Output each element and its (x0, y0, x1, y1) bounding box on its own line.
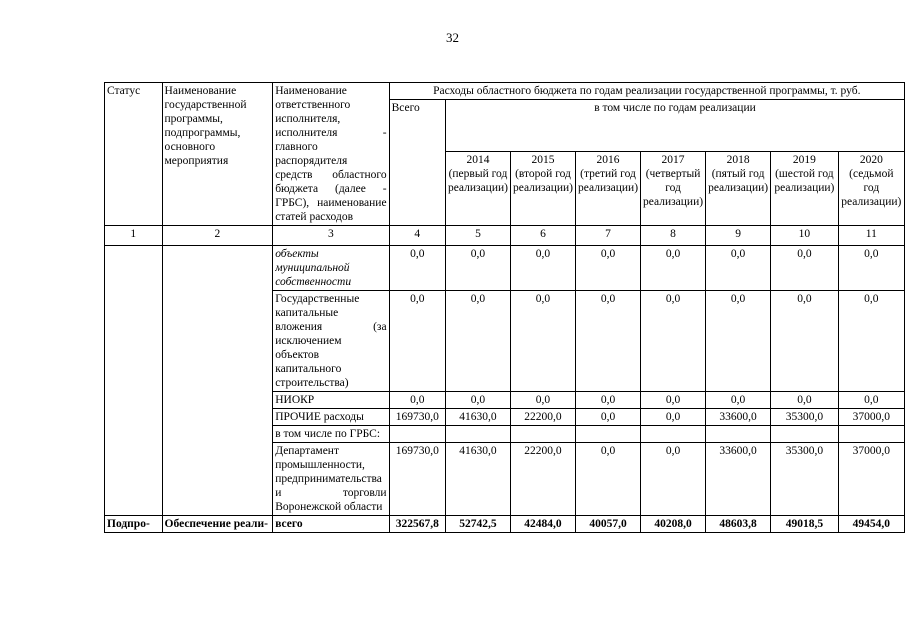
value-2017 (641, 426, 706, 443)
header-by-years: в том числе по годам реализации (445, 100, 904, 152)
value-2019: 0,0 (771, 392, 839, 409)
col-index: 10 (771, 226, 839, 246)
value-2015: 0,0 (510, 291, 575, 392)
value-2014 (445, 426, 510, 443)
table-row-subprogram (105, 516, 905, 533)
value-2020: 49454,0 (838, 516, 904, 533)
value-2018 (706, 426, 771, 443)
value-2016: 0,0 (576, 409, 641, 426)
header-year-2017: 2017 (четвертый год реализации) (641, 152, 706, 226)
value-2017: 0,0 (641, 392, 706, 409)
value-2019: 49018,5 (771, 516, 839, 533)
value-2020: 37000,0 (838, 443, 904, 516)
executor-cell: Департамент промышленности, предпринимательства и торговли Воронежской области (273, 443, 389, 516)
header-year-2016: 2016 (третий год реализации) (576, 152, 641, 226)
value-2018: 0,0 (706, 392, 771, 409)
col-index: 11 (838, 226, 904, 246)
value-2018: 33600,0 (706, 409, 771, 426)
value-2020: 0,0 (838, 392, 904, 409)
header-year-2019: 2019 (шестой год реализации) (771, 152, 839, 226)
value-2016: 0,0 (576, 291, 641, 392)
column-index-row (105, 226, 905, 246)
value-2018: 48603,8 (706, 516, 771, 533)
value-2015: 22200,0 (510, 443, 575, 516)
value-2016: 0,0 (576, 246, 641, 291)
status-cell: Подпро- (105, 516, 163, 533)
value-2019: 35300,0 (771, 409, 839, 426)
value-2020: 37000,0 (838, 409, 904, 426)
value-2017: 0,0 (641, 291, 706, 392)
value-2016: 40057,0 (576, 516, 641, 533)
value-2014: 0,0 (445, 392, 510, 409)
value-2018: 0,0 (706, 246, 771, 291)
value-2014: 0,0 (445, 246, 510, 291)
value-2016: 0,0 (576, 443, 641, 516)
value-2016: 0,0 (576, 392, 641, 409)
header-year-2018: 2018 (пятый год реализации) (706, 152, 771, 226)
value-2020 (838, 426, 904, 443)
value-total: 169730,0 (389, 409, 445, 426)
value-2017: 0,0 (641, 246, 706, 291)
value-2019: 0,0 (771, 291, 839, 392)
value-2014: 41630,0 (445, 443, 510, 516)
value-2015: 42484,0 (510, 516, 575, 533)
col-index: 3 (273, 226, 389, 246)
program-name-cell (162, 246, 273, 516)
col-index: 7 (576, 226, 641, 246)
header-status: Статус (105, 83, 163, 226)
col-index: 1 (105, 226, 163, 246)
value-2018: 33600,0 (706, 443, 771, 516)
value-2020: 0,0 (838, 291, 904, 392)
header-year-2015: 2015 (второй год реализации) (510, 152, 575, 226)
value-2015: 0,0 (510, 392, 575, 409)
header-row-1 (105, 83, 905, 100)
executor-cell: ПРОЧИЕ расходы (273, 409, 389, 426)
value-2014: 41630,0 (445, 409, 510, 426)
value-total: 0,0 (389, 291, 445, 392)
col-index: 6 (510, 226, 575, 246)
executor-cell: в том числе по ГРБС: (273, 426, 389, 443)
executor-cell: всего (273, 516, 389, 533)
value-2019: 0,0 (771, 246, 839, 291)
col-index: 8 (641, 226, 706, 246)
col-index: 4 (389, 226, 445, 246)
header-year-2014: 2014 (первый год реализации) (445, 152, 510, 226)
page-number: 32 (446, 30, 459, 45)
value-2014: 52742,5 (445, 516, 510, 533)
col-index: 5 (445, 226, 510, 246)
value-total: 169730,0 (389, 443, 445, 516)
value-total (389, 426, 445, 443)
col-index: 9 (706, 226, 771, 246)
executor-cell: объекты муниципальной собственности (273, 246, 389, 291)
value-2018: 0,0 (706, 291, 771, 392)
executor-cell: НИОКР (273, 392, 389, 409)
program-name-cell: Обеспечение реали- (162, 516, 273, 533)
header-total: Всего (389, 100, 445, 226)
value-2015: 22200,0 (510, 409, 575, 426)
value-total: 322567,8 (389, 516, 445, 533)
value-2015 (510, 426, 575, 443)
value-2016 (576, 426, 641, 443)
budget-table (104, 82, 905, 533)
header-expenses-title: Расходы областного бюджета по годам реализации государственной программы, т. руб. (389, 83, 904, 100)
value-2017: 0,0 (641, 443, 706, 516)
value-2020: 0,0 (838, 246, 904, 291)
executor-cell: Государственные капитальные вложения (за исключением объектов капитального строительства) (273, 291, 389, 392)
value-2015: 0,0 (510, 246, 575, 291)
value-total: 0,0 (389, 246, 445, 291)
col-index: 2 (162, 226, 273, 246)
table-row (105, 246, 905, 291)
value-2017: 40208,0 (641, 516, 706, 533)
header-executor: Наименование ответственного исполнителя, исполнителя - главного распорядителя средств областного бюджета (далее - ГРБС), наименование статей расходов (273, 83, 389, 226)
value-2019 (771, 426, 839, 443)
value-2014: 0,0 (445, 291, 510, 392)
status-cell (105, 246, 163, 516)
value-2019: 35300,0 (771, 443, 839, 516)
header-program-name: Наименование государственной программы, подпрограммы, основного мероприятия (162, 83, 273, 226)
value-2017: 0,0 (641, 409, 706, 426)
value-total: 0,0 (389, 392, 445, 409)
header-year-2020: 2020 (седьмой год реализации) (838, 152, 904, 226)
